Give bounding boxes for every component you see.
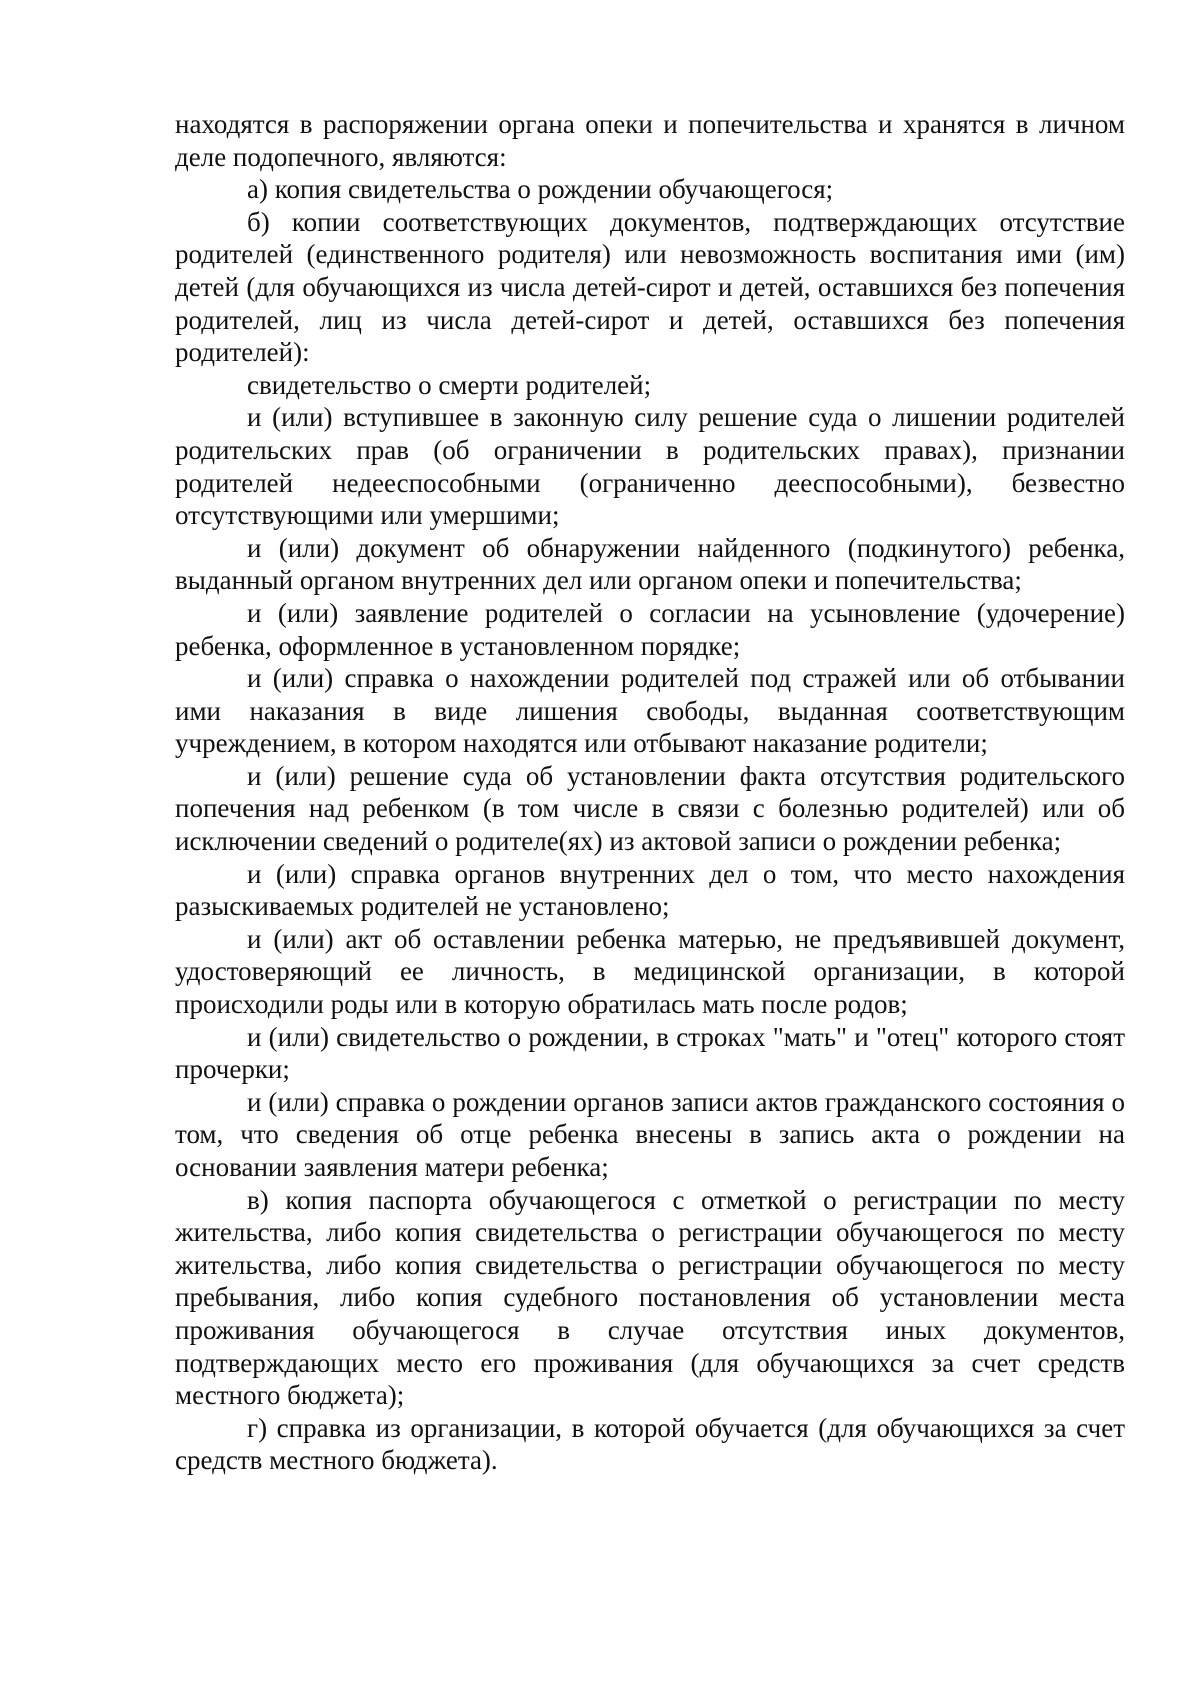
paragraph-court-parental-care: и (или) решение суда об установлении факта отсутствия родительского попечения над ребенком (в том числе в связи с болезнью родителей) или об исключении сведений о родителе(ях) из актовой записи о рождении ребенка; — [175, 760, 1125, 857]
paragraph-adoption-consent: и (или) заявление родителей о согласии на усыновление (удочерение) ребенка, оформленное в установленном порядке; — [175, 597, 1125, 661]
paragraph-found-child-document: и (или) документ об обнаружении найденного (подкинутого) ребенка, выданный органом внутренних дел или органом опеки и попечительства; — [175, 532, 1125, 596]
paragraph-continuation: находятся в распоряжении органа опеки и попечительства и хранятся в личном деле подопечного, являются: — [175, 109, 1125, 172]
paragraph-birth-certificate-dashes: и (или) свидетельство о рождении, в строках "мать" и "отец" которого стоят прочерки; — [175, 1021, 1125, 1085]
paragraph-item-a: а) копия свидетельства о рождении обучающегося; — [247, 174, 834, 205]
paragraph-civil-registry-certificate: и (или) справка о рождении органов записи актов гражданского состояния о том, что сведения об отце ребенка внесены в запись акта о рождении на основании заявления матери ребенка; — [175, 1086, 1125, 1182]
paragraph-abandonment-act: и (или) акт об оставлении ребенка матерью, не предъявившей документ, удостоверяющий ее личность, в медицинской организации, в которой происходили роды или в которую обратилась мать после родов; — [175, 923, 1125, 1020]
paragraph-custody-certificate: и (или) справка о нахождении родителей под стражей или об отбывании ими наказания в виде лишения свободы, выданная соответствующим учреждением, в котором находятся или отбывают наказание родители; — [175, 663, 1125, 759]
paragraph-police-certificate: и (или) справка органов внутренних дел о том, что место нахождения разыскиваемых родителей не установлено; — [175, 858, 1125, 922]
paragraph-item-g: г) справка из организации, в которой обучается (для обучающихся за счет средств местного бюджета). — [175, 1412, 1125, 1476]
paragraph-item-b: б) копии соответствующих документов, подтверждающих отсутствие родителей (единственного родителя) или невозможность воспитания ими (им) детей (для обучающихся из числа детей-сирот и детей, оставшихся без попечения родителей, лиц из числа детей-сирот и детей, оставшихся без попечения родителей): — [175, 206, 1125, 368]
paragraph-court-decision: и (или) вступившее в законную силу решение суда о лишении родителей родительских прав (об ограничении в родительских правах), признании родителей недееспособными (ограниченно дееспособными), безвестно отсутствующими или умершими; — [175, 402, 1125, 531]
document-page — [175, 108, 1125, 1477]
paragraph-item-v: в) копия паспорта обучающегося с отметкой о регистрации по месту жительства, либо копия свидетельства о регистрации обучающегося по месту жительства, либо копия свидетельства о регистрации обучающегося по месту пребывания, либо копия судебного постановления об установлении места проживания обучающегося в случае отсутствия иных документов, подтверждающих место его проживания (для обучающихся за счет средств местного бюджета); — [175, 1184, 1125, 1411]
paragraph-death-certificate: свидетельство о смерти родителей; — [247, 369, 652, 400]
